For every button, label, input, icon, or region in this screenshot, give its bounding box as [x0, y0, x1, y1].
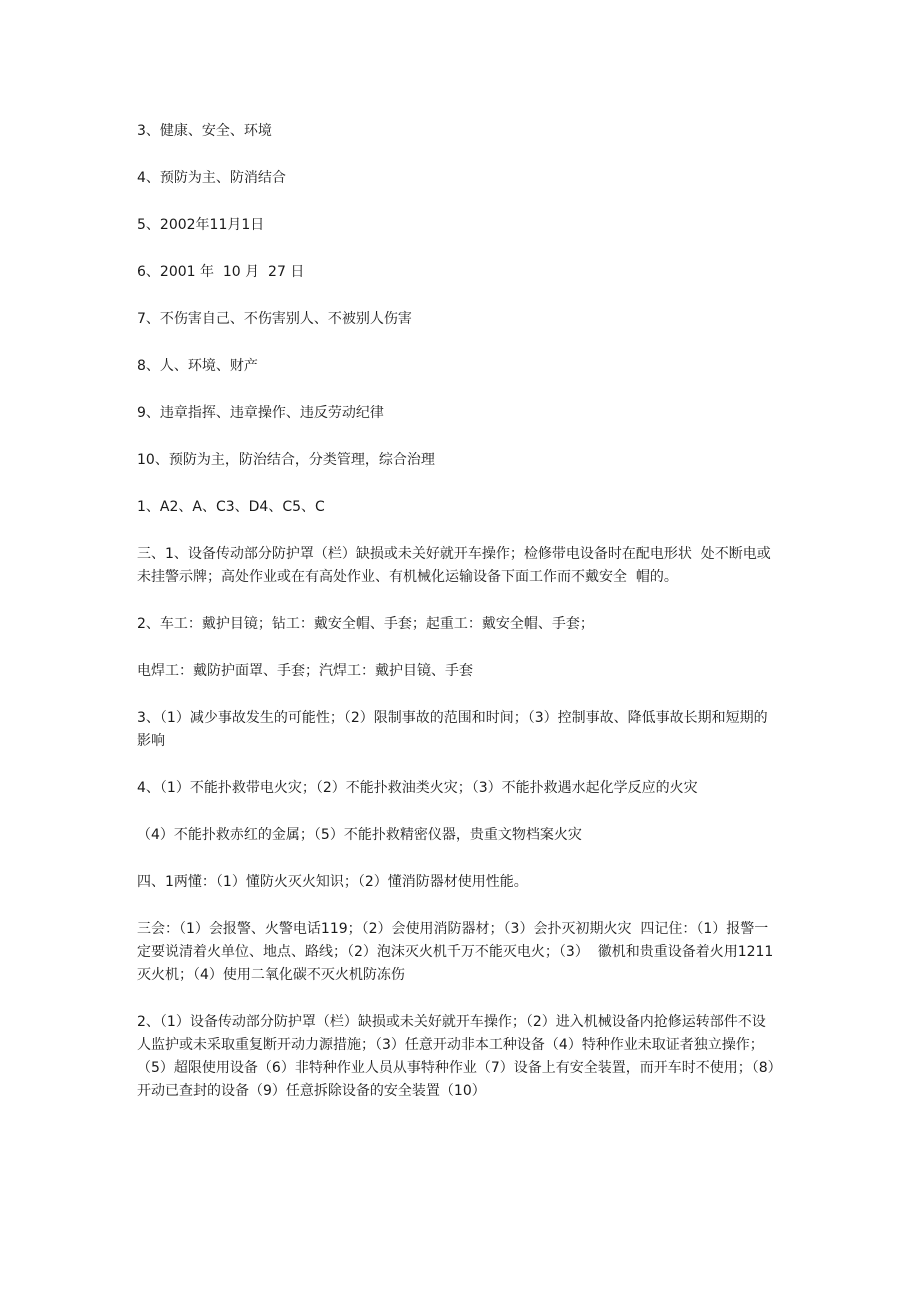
- answer-paragraph: 四、1两懂：（1）懂防火灭火知识；（2）懂消防器材使用性能。: [137, 874, 528, 890]
- answer-paragraph: 9、违章指挥、违章操作、违反劳动纪律: [137, 405, 384, 421]
- answer-paragraph: 三会：（1）会报警、火警电话119；（2）会使用消防器材；（3）会扑灭初期火灾 四记住：（1）报警一定要说清着火单位、地点、路线；（2）泡沫灭火机千万不能灭电火；（3） 徽机和贵重设备着火用1211灭火机；（4）使用二氧化碳不灭火机防冻伤: [137, 921, 774, 983]
- answer-paragraph: 7、不伤害自己、不伤害别人、不被别人伤害: [137, 311, 412, 327]
- answer-paragraph: 10、预防为主，防治结合，分类管理，综合治理: [137, 452, 435, 468]
- answer-paragraph: 电焊工：戴防护面罩、手套；汽焊工：戴护目镜、手套: [137, 663, 473, 679]
- answer-paragraph: 4、预防为主、防消结合: [137, 170, 286, 186]
- answer-paragraph: 5、2002年11月1日: [137, 217, 265, 233]
- answer-paragraph: 3、（1）减少事故发生的可能性；（2）限制事故的范围和时间；（3）控制事故、降低事故长期和短期的影响: [137, 710, 768, 749]
- document-body: [137, 120, 777, 1127]
- answer-paragraph: 2、车工：戴护目镜；钻工：戴安全帽、手套；起重工：戴安全帽、手套；: [137, 616, 594, 632]
- answer-paragraph: （4）不能扑救赤红的金属；（5）不能扑救精密仪器，贵重文物档案火灾: [137, 827, 582, 843]
- answer-paragraph: 4、（1）不能扑救带电火灾；（2）不能扑救油类火灾；（3）不能扑救遇水起化学反应的火灾: [137, 780, 698, 796]
- answer-paragraph: 1、A2、A、C3、D4、C5、C: [137, 499, 325, 515]
- answer-paragraph: 8、人、环境、财产: [137, 358, 258, 374]
- answer-paragraph: 6、2001 年 10 月 27 日: [137, 264, 305, 280]
- answer-paragraph: 2、（1）设备传动部分防护罩（栏）缺损或未关好就开车操作；（2）进入机械设备内抢修运转部件不设人监护或未采取重复断开动力源措施；（3）任意开动非本工种设备（4）特种作业未取证者独立操作；（5）超限使用设备（6）非特种作业人员从事特种作业（7）设备上有安全装置，而开车时不使用；（8）开动已查封的设备（9）任意拆除设备的安全装置（10）: [137, 1014, 775, 1099]
- answer-paragraph: 三、1、设备传动部分防护罩（栏）缺损或未关好就开车操作；检修带电设备时在配电形状 处不断电或未挂警示牌；高处作业或在有高处作业、有机械化运输设备下面工作而不戴安全 帽的。: [137, 546, 771, 585]
- answer-paragraph: 3、健康、安全、环境: [137, 123, 272, 139]
